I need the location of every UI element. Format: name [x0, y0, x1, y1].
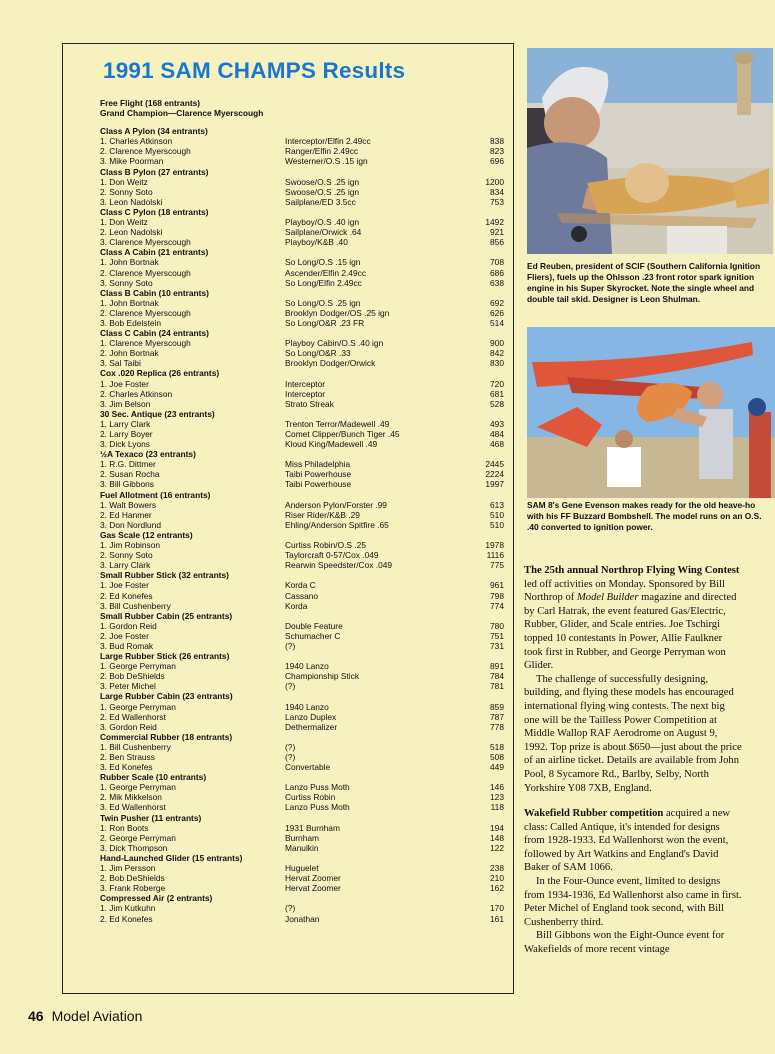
result-row: [100, 843, 504, 853]
score: 510: [490, 509, 504, 520]
class-header: Large Rubber Cabin (23 entrants): [100, 691, 233, 702]
result-row: [100, 268, 504, 278]
score: 731: [490, 640, 504, 651]
score: 123: [490, 792, 504, 803]
page-number: 46: [28, 1008, 44, 1024]
score: 510: [490, 519, 504, 530]
entrant-name: 2. Ed Konefes: [100, 590, 153, 601]
entrant-name: 2. Ed Konefes: [100, 913, 153, 924]
class-header: 30 Sec. Antique (23 entrants): [100, 408, 215, 419]
class-header: Class A Cabin (21 entrants): [100, 247, 209, 258]
model-engine: Riser Rider/K&B .29: [285, 509, 360, 520]
magazine-name: Model Aviation: [51, 1008, 143, 1024]
model-engine: 1931 Burnham: [285, 822, 340, 833]
model-engine: Interceptor: [285, 378, 326, 389]
model-engine: Convertable: [285, 762, 331, 773]
score: 2224: [485, 469, 504, 480]
entrant-name: 1. Don Weitz: [100, 176, 148, 187]
model-engine: Interceptor: [285, 388, 326, 399]
entrant-name: 3. Mike Poorman: [100, 156, 164, 167]
entrant-name: 2. Clarence Myerscough: [100, 267, 191, 278]
result-row: [100, 792, 504, 802]
result-row: [100, 136, 504, 146]
wakefield-lead: Wakefield Rubber competition: [524, 808, 664, 820]
score: 778: [490, 721, 504, 732]
class-header: Class C Pylon (18 entrants): [100, 206, 209, 217]
result-row: [100, 641, 504, 651]
entrant-name: 3. Sal Taibi: [100, 358, 141, 369]
model-engine: Korda C: [285, 580, 316, 591]
article-paragraph-5: Bill Gibbons won the Eight-Ounce event for Wakefields of more recent vintage: [524, 930, 725, 956]
result-row: [100, 802, 504, 812]
score: 468: [490, 439, 504, 450]
score: 891: [490, 661, 504, 672]
entrant-name: 1. Larry Clark: [100, 418, 151, 429]
result-row: [100, 903, 504, 913]
entrant-name: 2. Sonny Soto: [100, 186, 153, 197]
page-footer: [28, 1008, 142, 1024]
result-row: [100, 722, 504, 732]
result-row: [100, 379, 504, 389]
result-row: [100, 308, 504, 318]
model-engine: Burnham: [285, 832, 319, 843]
entrant-name: 2. Susan Rocha: [100, 469, 160, 480]
score: 856: [490, 237, 504, 248]
results-body: [100, 98, 504, 924]
model-engine: Ranger/Elfin 2.49cc: [285, 146, 359, 157]
entrant-name: 3. Larry Clark: [100, 560, 151, 571]
entrant-name: 1. Ron Boots: [100, 822, 149, 833]
entrant-name: 3. Ed Wallenhorst: [100, 802, 166, 813]
model-engine: Interceptor/Elfin 2.49cc: [285, 136, 371, 147]
class-header: Cox .020 Replica (26 entrants): [100, 368, 220, 379]
model-engine: Jonathan: [285, 913, 320, 924]
result-row: [100, 469, 504, 479]
score: 798: [490, 590, 504, 601]
entrant-name: 1. R.G. Dittmer: [100, 459, 156, 470]
result-row: [100, 217, 504, 227]
photo-gene-evenson: [527, 327, 775, 498]
result-row: [100, 429, 504, 439]
article-paragraph-1: [524, 564, 742, 673]
score: 493: [490, 418, 504, 429]
model-engine: So Long/O&R .33: [285, 348, 351, 359]
intro-line: Free Flight (168 entrants): [100, 98, 201, 108]
score: 961: [490, 580, 504, 591]
result-row: [100, 762, 504, 772]
score: 146: [490, 782, 504, 793]
entrant-name: 1. Don Weitz: [100, 217, 148, 228]
photo2-caption: SAM 8's Gene Evenson makes ready for the old heave-ho with his FF Buzzard Bombshell. The model runs on an O.S. .40 converted to ignition power.: [527, 500, 762, 532]
model-engine: Curtiss Robin: [285, 792, 336, 803]
entrant-name: 3. Dick Thompson: [100, 842, 168, 853]
entrant-name: 2. George Perryman: [100, 832, 176, 843]
result-row: [100, 479, 504, 489]
result-row: [100, 348, 504, 358]
score: 148: [490, 832, 504, 843]
score: 751: [490, 630, 504, 641]
score: 1978: [485, 540, 504, 551]
score: 484: [490, 429, 504, 439]
entrant-name: 2. Larry Boyer: [100, 429, 153, 439]
northrop-contest-lead: The 25th annual Northrop Flying Wing Contest: [524, 565, 740, 576]
entrant-name: 2. Ed Wallenhorst: [100, 711, 166, 722]
result-row: [100, 752, 504, 762]
model-engine: Kloud King/Madewell .49: [285, 439, 378, 450]
model-engine: Schumacher C: [285, 630, 341, 641]
score: 161: [490, 913, 504, 924]
entrant-name: 3. Ed Konefes: [100, 762, 153, 773]
score: 118: [490, 802, 504, 813]
score: 238: [490, 863, 504, 874]
result-row: [100, 197, 504, 207]
score: 696: [490, 156, 504, 167]
photo-ed-reuben: [527, 48, 773, 254]
result-row: [100, 883, 504, 893]
class-header: Gas Scale (12 entrants): [100, 529, 193, 540]
article-paragraph-4: In the Four-Ounce event, limited to designs from 1934-1936, Ed Wallenhorst also came in first. Peter Michel of England took second, with Bill Cushenberry third.: [524, 876, 742, 928]
class-header: Small Rubber Cabin (25 entrants): [100, 610, 233, 621]
score: 613: [490, 499, 504, 510]
model-engine: (?): [285, 903, 296, 914]
result-row: [100, 318, 504, 328]
model-engine: Rearwin Speedster/Cox .049: [285, 560, 393, 571]
model-engine: Lanzo Duplex: [285, 711, 337, 722]
result-row: [100, 237, 504, 247]
score: 1997: [485, 479, 504, 490]
model-engine: Sailplane/Orwick .64: [285, 227, 362, 238]
score: 686: [490, 267, 504, 278]
model-engine: Westerner/O.S .15 ign: [285, 156, 368, 167]
result-row: [100, 550, 504, 560]
class-header: Class B Pylon (27 entrants): [100, 166, 209, 177]
entrant-name: 1. George Perryman: [100, 701, 176, 712]
result-row: [100, 187, 504, 197]
model-engine: Brooklyn Dodger/Orwick: [285, 358, 376, 369]
result-row: [100, 621, 504, 631]
result-row: [100, 500, 504, 510]
entrant-name: 2. Joe Foster: [100, 630, 149, 641]
score: 681: [490, 388, 504, 399]
score: 784: [490, 671, 504, 682]
model-engine: Ehling/Anderson Spitfire .65: [285, 519, 389, 530]
results-box: [62, 43, 514, 994]
score: 774: [490, 600, 504, 611]
class-header: Hand-Launched Glider (15 entrants): [100, 852, 243, 863]
result-row: [100, 631, 504, 641]
entrant-name: 1. Joe Foster: [100, 580, 149, 591]
result-row: [100, 257, 504, 267]
score: 781: [490, 681, 504, 692]
entrant-name: 2. Clarence Myerscough: [100, 307, 191, 318]
score: 720: [490, 378, 504, 389]
results-title: 1991 SAM CHAMPS Results: [103, 58, 406, 83]
article-paragraph-3: [524, 807, 742, 875]
score: 626: [490, 307, 504, 318]
entrant-name: 3. Bill Cushenberry: [100, 600, 171, 611]
score: 518: [490, 741, 504, 752]
article-body: [524, 564, 742, 957]
entrant-name: 1. George Perryman: [100, 782, 176, 793]
result-row: [100, 742, 504, 752]
model-engine: Sailplane/ED 3.5cc: [285, 196, 356, 207]
model-engine: Playboy/O.S .40 ign: [285, 217, 360, 228]
model-engine: Playboy Cabin/O.S .40 ign: [285, 338, 384, 349]
result-row: [100, 298, 504, 308]
score: 692: [490, 297, 504, 308]
class-header: Fuel Allotment (16 entrants): [100, 489, 211, 500]
entrant-name: 1. Jim Persson: [100, 863, 156, 874]
model-engine: Manulkin: [285, 842, 319, 853]
model-engine: Playboy/K&B .40: [285, 237, 348, 248]
score: 830: [490, 358, 504, 369]
model-engine: Swoose/O.S .25 ign: [285, 186, 360, 197]
entrant-name: 1. Jim Kutkuhn: [100, 903, 156, 914]
result-row: [100, 439, 504, 449]
model-engine: Trenton Terror/Madewell .49: [285, 418, 390, 429]
result-row: [100, 459, 504, 469]
result-row: [100, 146, 504, 156]
entrant-name: 2. Mik Mikkelson: [100, 792, 162, 803]
score: 842: [490, 348, 504, 359]
result-row: [100, 591, 504, 601]
model-engine: Korda: [285, 600, 308, 611]
score: 859: [490, 701, 504, 712]
score: 162: [490, 883, 504, 894]
entrant-name: 3. Leon Nadolski: [100, 196, 163, 207]
result-row: [100, 338, 504, 348]
result-row: [100, 863, 504, 873]
result-row: [100, 419, 504, 429]
entrant-name: 1. Charles Atkinson: [100, 136, 173, 147]
result-row: [100, 156, 504, 166]
result-row: [100, 560, 504, 570]
result-row: [100, 540, 504, 550]
entrant-name: 1. Joe Foster: [100, 378, 149, 389]
entrant-name: 1. Clarence Myerscough: [100, 338, 191, 349]
entrant-name: 2. Ed Hanmer: [100, 509, 152, 520]
result-row: [100, 580, 504, 590]
result-row: [100, 681, 504, 691]
model-engine: Dethermalizer: [285, 721, 338, 732]
model-engine: Huguelet: [285, 863, 319, 874]
entrant-name: 3. Clarence Myerscough: [100, 237, 191, 248]
result-row: [100, 510, 504, 520]
result-row: [100, 601, 504, 611]
model-engine: Lanzo Puss Moth: [285, 782, 350, 793]
entrant-name: 3. Bud Romak: [100, 640, 154, 651]
entrant-name: 3. Jim Belson: [100, 398, 151, 409]
score: 1492: [485, 217, 504, 228]
class-list: [100, 126, 504, 923]
photo-gene-evenson-image: [527, 327, 775, 498]
score: 780: [490, 620, 504, 631]
entrant-name: 2. John Bortnak: [100, 348, 159, 359]
model-engine: (?): [285, 681, 296, 692]
model-engine: Lanzo Puss Moth: [285, 802, 350, 813]
score: 834: [490, 186, 504, 197]
model-engine: Taylorcraft 0-57/Cox .049: [285, 550, 379, 561]
score: 122: [490, 842, 504, 853]
score: 528: [490, 398, 504, 409]
entrant-name: 2. Bob DeShields: [100, 873, 165, 884]
result-row: [100, 833, 504, 843]
entrant-name: 2. Leon Nadolski: [100, 227, 163, 238]
result-row: [100, 712, 504, 722]
entrant-name: 1. Walt Bowers: [100, 499, 157, 510]
score: 638: [490, 277, 504, 288]
entrant-name: 3. Don Nordlund: [100, 519, 161, 530]
article-paragraph-2: The challenge of successfully designing, building, and flying these models has encouraged international flying wing contests. The next big one will be the Tailless Power Competition at Middle Wallop RAF Aerodrome on August 9, 1992. Top prize is about $650—just about the price of an airline ticket. Details are available from John Pool, 8 Sycamore Rd., Barlby, Selby, North Yorkshire Y08 7XB, England.: [524, 673, 742, 794]
model-engine: Strato Streak: [285, 398, 334, 409]
score: 708: [490, 257, 504, 268]
class-header: Rubber Scale (10 entrants): [100, 772, 207, 783]
model-engine: Hervat Zoomer: [285, 873, 341, 884]
result-row: [100, 399, 504, 409]
class-header: Large Rubber Stick (26 entrants): [100, 651, 230, 662]
class-header: Compressed Air (2 entrants): [100, 893, 213, 904]
model-engine: So Long/O.S .15 ign: [285, 257, 361, 268]
result-row: [100, 177, 504, 187]
score: 753: [490, 196, 504, 207]
article-p1-b: magazine and directed by Carl Hatrak, the event featured Gas/Electric, Rubber, Glider, and Scale entries. Joe Tschirgi topped 10 contestants in Power, Allie Faulkner took first in Rubber, and George Perryman won Glider.: [524, 592, 737, 672]
score: 210: [490, 873, 504, 884]
result-row: [100, 823, 504, 833]
photo-ed-reuben-image: [527, 48, 773, 254]
photo1-caption: Ed Reuben, president of SCIF (Southern California Ignition Fliers), fuels up the Ohlsson .23 front rotor spark ignition engine in his Super Skyrocket. Note the single wheel and double tail skid. Designer is Leon Shulman.: [527, 261, 761, 304]
entrant-name: 1. John Bortnak: [100, 257, 159, 268]
result-row: [100, 873, 504, 883]
entrant-name: 2. Bob DeShields: [100, 671, 165, 682]
result-row: [100, 358, 504, 368]
entrant-name: 3. Bob Edelstein: [100, 317, 161, 328]
score: 449: [490, 762, 504, 773]
score: 1200: [485, 176, 504, 187]
score: 170: [490, 903, 504, 914]
article-p1-a: led off activities on Monday. Sponsored by Bill Northrop of: [524, 578, 725, 604]
class-header: Class B Cabin (10 entrants): [100, 287, 209, 298]
entrant-name: 2. Clarence Myerscough: [100, 146, 191, 157]
entrant-name: 3. Bill Gibbons: [100, 479, 154, 490]
model-engine: (?): [285, 741, 296, 752]
entrant-name: 1. Gordon Reid: [100, 620, 157, 631]
model-engine: Swoose/O.S .25 ign: [285, 176, 360, 187]
article-p1-magazine: Model Builder: [576, 592, 639, 604]
model-engine: Taibi Powerhouse: [285, 479, 352, 490]
score: 508: [490, 752, 504, 762]
class-header: Twin Pusher (11 entrants): [100, 812, 202, 823]
model-engine: So Long/O.S .25 ign: [285, 297, 361, 308]
score: 194: [490, 822, 504, 833]
score: 921: [490, 227, 504, 238]
model-engine: Brooklyn Dodger/OS .25 ign: [285, 307, 390, 318]
article-p3-rest: acquired a new class: Called Antique, it's intended for designs from 1928-1933. Ed Wallenhorst won the event, followed by Art Watkins and England's David Baker of SAM 1066.: [524, 808, 731, 874]
entrant-name: 3. Sonny Soto: [100, 277, 153, 288]
model-engine: 1940 Lanzo: [285, 701, 329, 712]
model-engine: Comet Clipper/Bunch Tiger .45: [285, 429, 400, 439]
model-engine: Championship Stick: [285, 671, 360, 682]
model-engine: Miss Philadelphia: [285, 459, 351, 470]
model-engine: Hervat Zoomer: [285, 883, 341, 894]
result-row: [100, 227, 504, 237]
entrant-name: 1. George Perryman: [100, 661, 176, 672]
result-row: [100, 389, 504, 399]
model-engine: Cassano: [285, 590, 319, 601]
model-engine: Taibi Powerhouse: [285, 469, 352, 480]
model-engine: (?): [285, 752, 296, 762]
score: 900: [490, 338, 504, 349]
entrant-name: 3. Frank Roberge: [100, 883, 166, 894]
class-header: Commercial Rubber (18 entrants): [100, 731, 233, 742]
model-engine: (?): [285, 640, 296, 651]
entrant-name: 3. Peter Michel: [100, 681, 156, 692]
model-engine: So Long/O&R .23 FR: [285, 317, 365, 328]
class-header: ½A Texaco (23 entrants): [100, 449, 196, 460]
model-engine: So Long/Elfin 2.49cc: [285, 277, 362, 288]
class-header: Small Rubber Stick (32 entrants): [100, 570, 229, 581]
entrant-name: 3. Gordon Reid: [100, 721, 157, 732]
model-engine: 1940 Lanzo: [285, 661, 329, 672]
result-row: [100, 520, 504, 530]
entrant-name: 3. Dick Lyons: [100, 439, 150, 450]
score: 775: [490, 560, 504, 571]
entrant-name: 1. Bill Cushenberry: [100, 741, 171, 752]
entrant-name: 1. John Bortnak: [100, 297, 159, 308]
class-header: Class C Cabin (24 entrants): [100, 328, 209, 339]
result-row: [100, 661, 504, 671]
score: 514: [490, 317, 504, 328]
entrant-name: 1. Jim Robinson: [100, 540, 161, 551]
model-engine: Ascender/Elfin 2.49cc: [285, 267, 367, 278]
class-header: Class A Pylon (34 entrants): [100, 126, 208, 137]
entrant-name: 2. Charles Atkinson: [100, 388, 173, 399]
score: 823: [490, 146, 504, 157]
grand-champion-line: Grand Champion—Clarence Myerscough: [100, 108, 264, 119]
score: 787: [490, 711, 504, 722]
result-row: [100, 671, 504, 681]
result-row: [100, 278, 504, 288]
entrant-name: 2. Ben Strauss: [100, 752, 155, 762]
model-engine: Curtiss Robin/O.S .25: [285, 540, 366, 551]
result-row: [100, 702, 504, 712]
result-row: [100, 782, 504, 792]
score: 838: [490, 136, 504, 147]
score: 2445: [485, 459, 504, 470]
model-engine: Anderson Pylon/Forster .99: [285, 499, 387, 510]
entrant-name: 2. Sonny Soto: [100, 550, 153, 561]
model-engine: Double Feature: [285, 620, 343, 631]
score: 1116: [486, 550, 504, 561]
result-row: [100, 914, 504, 924]
